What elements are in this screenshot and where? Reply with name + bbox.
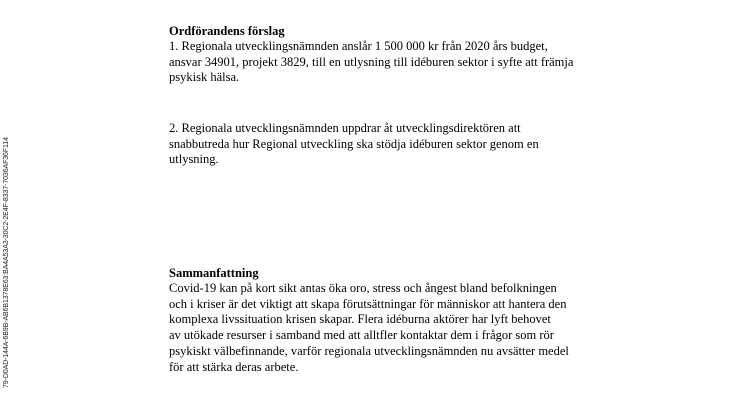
proposal-item-1-line: 1. Regionala utvecklingsnämnden anslår 1 500 000 kr från 2020 års budget, (169, 39, 548, 53)
summary-section (169, 266, 679, 375)
summary-line: av utökade resurser i samband med att alltfler kontaktar dem i frågor som rör (169, 328, 554, 343)
summary-heading: Sammanfattning (169, 266, 259, 280)
proposal-item-1-line: psykisk hälsa. (169, 70, 240, 85)
proposal-item-2-line: snabbutreda hur Regional utveckling ska stödja idéburen sektor genom en (169, 136, 539, 151)
summary-line: och i kriser är det viktigt att skapa förutsättningar för människor att hantera den (169, 296, 567, 311)
summary-line: psykiskt välbefinnande, varför regionala utvecklingsnämnden nu avsätter medel (169, 343, 569, 358)
summary-line: komplexa livssituation krisen skapar. Flera idéburna aktörer har lyft behovet (169, 312, 551, 327)
summary-line: för att stärka deras arbete. (169, 359, 299, 374)
document-side-identifier: 79-D0AD-144A-6B9B-AB6B1378E63:BA4A53A3-30C2-2E4F-8337-7036AF36F114 (3, 137, 10, 388)
summary-line: Covid-19 kan på kort sikt antas öka oro, stress och ångest bland befolkningen (169, 281, 557, 295)
proposal-heading: Ordförandens förslag (169, 24, 285, 38)
proposal-item-2-line: utlysning. (169, 152, 219, 167)
proposal-section (169, 24, 679, 86)
proposal-item-1-line: ansvar 34901, projekt 3829, till en utlysning till idéburen sektor i syfte att främja (169, 54, 574, 69)
proposal-item-1 (169, 39, 679, 86)
proposal-item-2-line: 2. Regionala utvecklingsnämnden uppdrar åt utvecklingsdirektören att (169, 121, 521, 135)
proposal-item-2 (169, 121, 679, 168)
summary-paragraph (169, 281, 679, 375)
